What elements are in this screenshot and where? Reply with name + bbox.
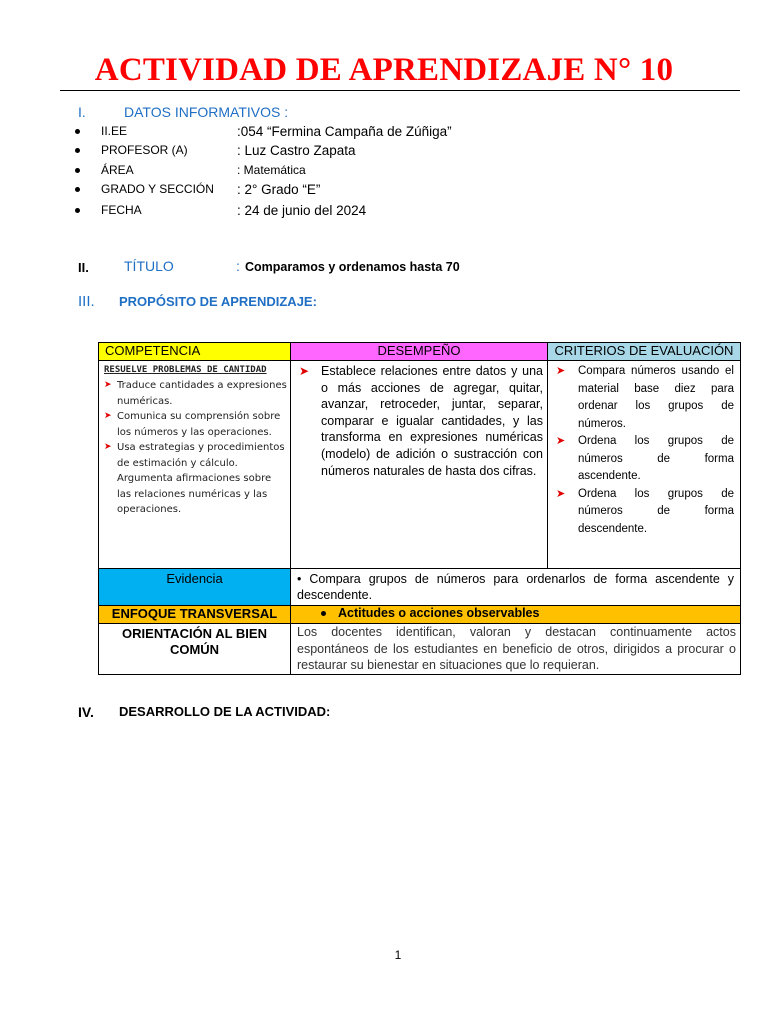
orientacion-value: Los docentes identifican, valoran y destacan continuamente actos espontáneos de los estudiantes en beneficio de otros, dirigidos a procurar o restaurar su bienestar en situaciones que lo requieran. — [291, 624, 741, 675]
header-desempeno: DESEMPEÑO — [291, 343, 548, 361]
info-label: PROFESOR (A) — [101, 143, 188, 157]
purpose-table — [98, 342, 741, 675]
arrow-bullet-icon: ➤ — [104, 411, 112, 421]
info-label: GRADO Y SECCIÓN — [101, 182, 214, 196]
enfoque-value-text: Actitudes o acciones observables — [338, 606, 540, 620]
bullet-icon — [75, 187, 80, 192]
arrow-bullet-icon: ➤ — [556, 365, 566, 377]
section1-number: I. — [78, 104, 86, 120]
enfoque-value — [291, 606, 741, 624]
section4-number: IV. — [78, 704, 94, 720]
evidencia-value: • Compara grupos de números para ordenarlos de forma ascendente y descendente. — [291, 569, 741, 606]
info-label: II.EE — [101, 124, 128, 138]
list-item — [104, 409, 287, 440]
info-value: : Luz Castro Zapata — [237, 143, 356, 158]
criterio-item — [554, 486, 734, 539]
competencia-list — [104, 378, 287, 518]
info-value: : 24 de junio del 2024 — [237, 203, 367, 218]
bullet-icon — [75, 168, 80, 173]
bullet-icon — [321, 611, 326, 616]
header-competencia: COMPETENCIA — [99, 343, 291, 361]
competencia-heading: RESUELVE PROBLEMAS DE CANTIDAD — [104, 365, 267, 375]
page-number: 1 — [394, 948, 402, 962]
list-item — [104, 378, 287, 409]
orientacion-label: ORIENTACIÓN AL BIEN COMÚN — [99, 624, 291, 675]
section3-number: III. — [78, 293, 95, 310]
criterio-text: Ordena los grupos de números de forma descendente. — [578, 487, 734, 535]
criterio-text: Compara números usando el material base diez para ordenar los grupos de números. — [578, 365, 734, 430]
info-value: :054 “Fermina Campaña de Zúñiga” — [237, 124, 452, 139]
arrow-bullet-icon: ➤ — [299, 364, 310, 378]
bullet-icon — [75, 148, 80, 153]
competencia-item-text: Comunica su comprensión sobre los números y las operaciones. — [117, 411, 281, 438]
table-header-row — [99, 343, 741, 361]
evidencia-label: Evidencia — [99, 569, 291, 606]
competencia-item-text: Traduce cantidades a expresiones numéricas. — [117, 380, 287, 407]
header-criterios: CRITERIOS DE EVALUACIÓN — [548, 343, 741, 361]
title-underline — [60, 90, 740, 91]
table-row-enfoque — [99, 606, 741, 624]
bullet-icon — [75, 208, 80, 213]
competencia-item-text: Argumenta afirmaciones sobre las relaciones numéricas y las operaciones. — [117, 473, 272, 515]
section3-title: PROPÓSITO DE APRENDIZAJE: — [119, 294, 317, 309]
document-title: ACTIVIDAD DE APRENDIZAJE N° 10 — [94, 52, 674, 88]
section2-number: II. — [78, 260, 89, 275]
arrow-bullet-icon: ➤ — [556, 435, 566, 447]
arrow-bullet-icon: ➤ — [104, 380, 112, 390]
bullet-icon — [75, 129, 80, 134]
enfoque-label: ENFOQUE TRANSVERSAL — [99, 606, 291, 624]
desempeno-text: Establece relaciones entre datos y una o más acciones de agregar, quitar, avanzar, retroceder, juntar, separar, comparar e igualar cantidades, y las transforma en expresiones numéricas (modelo) de adición o sustracción con números naturales de hasta dos cifras. — [321, 364, 543, 478]
info-label: FECHA — [101, 203, 142, 217]
arrow-bullet-icon: ➤ — [556, 487, 566, 500]
criterio-item — [554, 433, 734, 486]
desempeno-cell — [291, 361, 548, 569]
section4-title: DESARROLLO DE LA ACTIVIDAD: — [119, 704, 331, 719]
table-row-orientacion — [99, 624, 741, 675]
criterio-text: Ordena los grupos de números de forma ascendente. — [578, 435, 734, 482]
section2-title: TÍTULO — [124, 258, 174, 274]
list-item — [104, 471, 287, 518]
section2-value: Comparamos y ordenamos hasta 70 — [245, 260, 460, 274]
competencia-item-text: Usa estrategias y procedimientos de estimación y cálculo. — [117, 442, 285, 469]
info-value: : 2° Grado “E” — [237, 182, 321, 197]
info-label: ÁREA — [101, 163, 134, 177]
arrow-bullet-icon: ➤ — [104, 442, 112, 452]
section1-title: DATOS INFORMATIVOS : — [124, 104, 289, 120]
criterio-item — [554, 363, 734, 433]
criterios-cell — [548, 361, 741, 569]
section2-colon: : — [236, 258, 240, 274]
desempeno-item — [297, 363, 543, 479]
competencia-cell — [99, 361, 291, 569]
info-value: : Matemática — [237, 163, 306, 177]
table-row-evidencia — [99, 569, 741, 606]
table-row-content — [99, 361, 741, 569]
list-item — [104, 440, 287, 471]
